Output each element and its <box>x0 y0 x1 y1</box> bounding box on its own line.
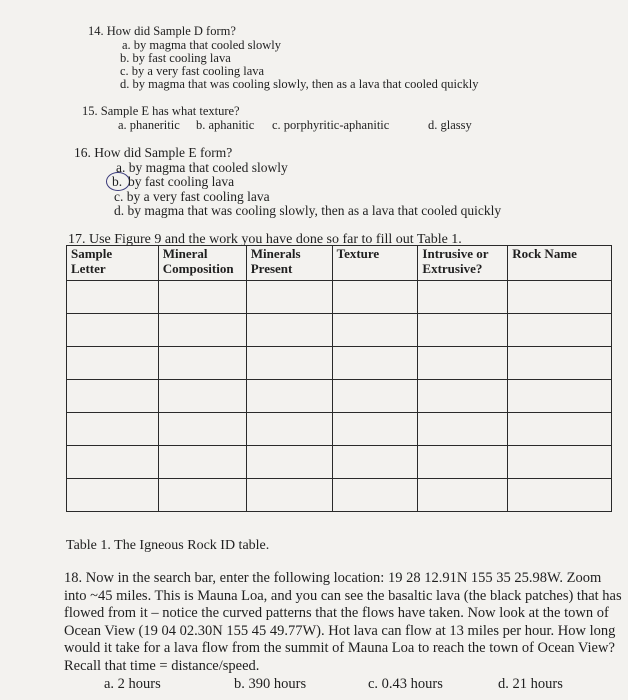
table-cell[interactable] <box>418 314 508 347</box>
table-row <box>67 314 612 347</box>
table-cell[interactable] <box>246 281 332 314</box>
table-cell[interactable] <box>332 446 418 479</box>
header-sample-letter: Sample Letter <box>67 246 159 281</box>
table-cell[interactable] <box>508 413 612 446</box>
q14-question: 14. How did Sample D form? <box>88 24 236 38</box>
q16-option-b-letter: b. <box>112 174 123 189</box>
q16-option-d: d. by magma that was cooling slowly, then as a lava that cooled quickly <box>114 203 502 218</box>
table-cell[interactable] <box>158 446 246 479</box>
table-cell[interactable] <box>67 347 159 380</box>
table-cell[interactable] <box>158 413 246 446</box>
q14-option-b: b. by fast cooling lava <box>120 51 231 65</box>
table-cell[interactable] <box>67 314 159 347</box>
table-cell[interactable] <box>418 281 508 314</box>
table-cell[interactable] <box>67 380 159 413</box>
table-cell[interactable] <box>246 380 332 413</box>
table-row <box>67 479 612 512</box>
q15-option-c: c. porphyritic-aphanitic <box>272 118 390 132</box>
header-mineral-composition: Mineral Composition <box>158 246 246 281</box>
table-cell[interactable] <box>332 314 418 347</box>
q15-option-b: b. aphanitic <box>196 118 255 132</box>
q18-option-c: c. 0.43 hours <box>368 676 443 692</box>
q14-option-a: a. by magma that cooled slowly <box>122 38 281 52</box>
table-cell[interactable] <box>67 281 159 314</box>
table-cell[interactable] <box>508 446 612 479</box>
table-cell[interactable] <box>158 347 246 380</box>
table-row <box>67 281 612 314</box>
table-row <box>67 347 612 380</box>
q15-option-d: d. glassy <box>428 118 472 132</box>
table-cell[interactable] <box>418 413 508 446</box>
table-cell[interactable] <box>158 479 246 512</box>
table-cell[interactable] <box>246 413 332 446</box>
q14-option-c: c. by a very fast cooling lava <box>120 64 265 78</box>
header-texture: Texture <box>332 246 418 281</box>
q16-option-b: by fast cooling lava <box>128 174 235 189</box>
q16-option-a: a. by magma that cooled slowly <box>116 160 288 175</box>
table-cell[interactable] <box>246 446 332 479</box>
q18-option-d: d. 21 hours <box>498 676 563 692</box>
q16-question: 16. How did Sample E form? <box>74 145 233 160</box>
table-row <box>67 413 612 446</box>
table-cell[interactable] <box>418 446 508 479</box>
table-cell[interactable] <box>246 479 332 512</box>
table-cell[interactable] <box>418 380 508 413</box>
table-cell[interactable] <box>332 281 418 314</box>
q15-question: 15. Sample E has what texture? <box>82 104 240 118</box>
table-row <box>67 380 612 413</box>
table-caption: Table 1. The Igneous Rock ID table. <box>66 538 270 553</box>
table-cell[interactable] <box>508 380 612 413</box>
q16-option-c: c. by a very fast cooling lava <box>114 189 270 204</box>
header-rock-name: Rock Name <box>508 246 612 281</box>
q18-question: 18. Now in the search bar, enter the following location: 19 28 12.91N 155 35 25.98W. Zoom into ~45 miles. This is Mauna Loa, and you can see the basaltic lava (the black patches) that has flowed from it – notice the curved patterns that the flows have taken. Now look at the town of Ocean View (19 04 02.30N 155 45 49.77W). Hot lava can flow at 13 miles per hour. How long would it take for a lava flow from the summit of Mauna Loa to reach the town of Ocean View? Recall that time = distance/speed. <box>64 570 622 674</box>
table-cell[interactable] <box>418 347 508 380</box>
table-cell[interactable] <box>67 479 159 512</box>
table-cell[interactable] <box>508 281 612 314</box>
table-row <box>67 446 612 479</box>
q14-option-d: d. by magma that was cooling slowly, then as a lava that cooled quickly <box>120 77 479 91</box>
table-cell[interactable] <box>246 347 332 380</box>
table-cell[interactable] <box>246 314 332 347</box>
table-cell[interactable] <box>418 479 508 512</box>
table-cell[interactable] <box>332 479 418 512</box>
table-cell[interactable] <box>158 281 246 314</box>
table-cell[interactable] <box>67 413 159 446</box>
q18-option-a: a. 2 hours <box>104 676 161 692</box>
table-cell[interactable] <box>332 347 418 380</box>
q15-option-a: a. phaneritic <box>118 118 180 132</box>
table-header-row <box>67 246 612 281</box>
table-cell[interactable] <box>508 479 612 512</box>
table-cell[interactable] <box>158 314 246 347</box>
table-cell[interactable] <box>67 446 159 479</box>
table-cell[interactable] <box>332 380 418 413</box>
igneous-rock-table <box>66 245 612 512</box>
q17-instruction: 17. Use Figure 9 and the work you have done so far to fill out Table 1. <box>68 232 462 247</box>
table-cell[interactable] <box>508 347 612 380</box>
header-minerals-present: Minerals Present <box>246 246 332 281</box>
table-body <box>67 281 612 512</box>
table-cell[interactable] <box>158 380 246 413</box>
table-cell[interactable] <box>332 413 418 446</box>
header-intrusive-extrusive: Intrusive or Extrusive? <box>418 246 508 281</box>
table-cell[interactable] <box>508 314 612 347</box>
q18-option-b: b. 390 hours <box>234 676 307 692</box>
